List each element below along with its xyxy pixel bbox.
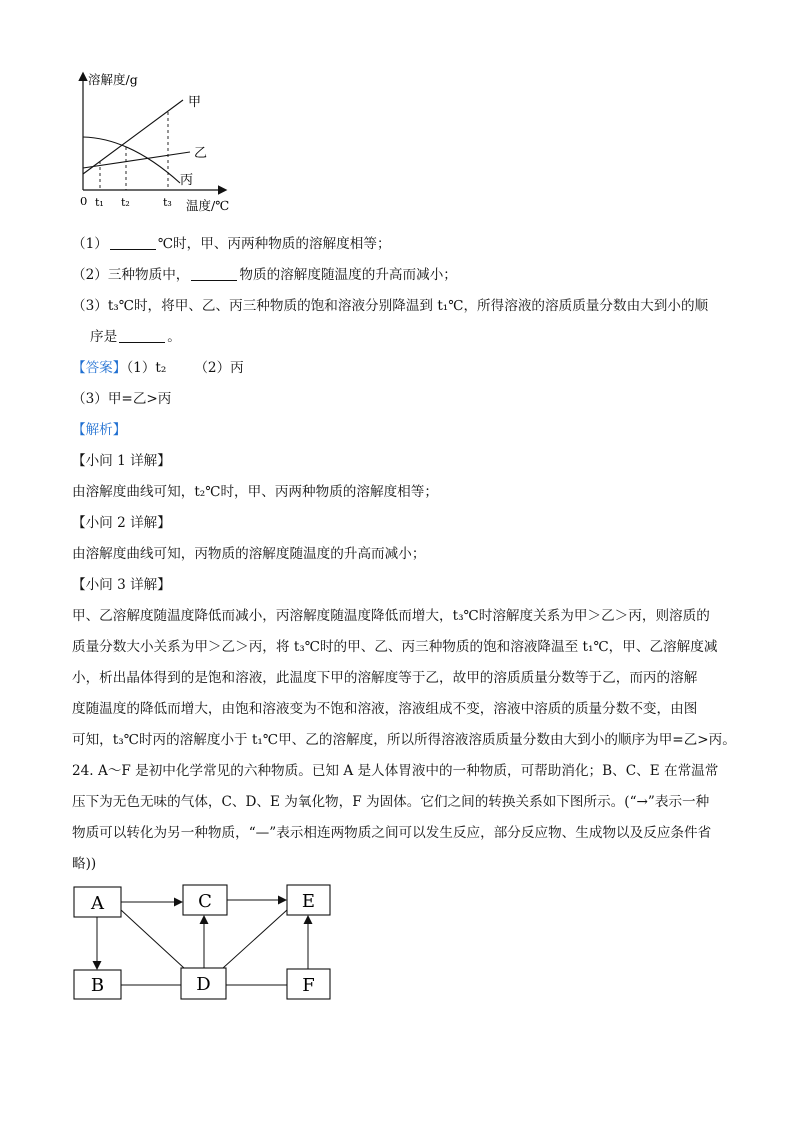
subquestion-3-line-3: 小，析出晶体得到的是饱和溶液，此温度下甲的溶解度等于乙，故甲的溶质质量分数等于乙，而丙的溶解 (72, 670, 698, 686)
curve-yi (83, 152, 190, 168)
question-24-line-2: 压下为无色无味的气体，C、D、E 为氧化物，F 为固体。它们之间的转换关系如下图所示。(“→”表示一种 (72, 794, 710, 810)
node-f-label: F (302, 975, 315, 996)
node-a-label: A (91, 893, 104, 914)
relation-diagram (60, 870, 350, 1010)
answer-part-3: （3）甲=乙>丙 (72, 391, 172, 407)
question-3-line-1: （3）t₃℃时，将甲、乙、丙三种物质的饱和溶液分别降温到 t₁℃，所得溶液的溶质质量分数由大到小的顺 (72, 298, 709, 314)
question-24-line-4: 略)) (72, 856, 97, 872)
node-d-label: D (196, 974, 211, 995)
subquestion-2-title: 【小问 2 详解】 (72, 515, 171, 531)
node-e-label: E (301, 891, 316, 912)
subquestion-1-text: 由溶解度曲线可知，t₂℃时，甲、丙两种物质的溶解度相等； (72, 484, 438, 500)
answer-part-1: （1）t₂ (126, 360, 167, 376)
answer-part-2: （2）丙 (194, 360, 244, 376)
solubility-graph (60, 60, 260, 220)
tick-t1: t₁ (95, 196, 104, 209)
subquestion-2-text: 由溶解度曲线可知，丙物质的溶解度随温度的升高而减小； (72, 546, 426, 562)
curve-bing (83, 137, 180, 183)
x-axis-label: 温度/℃ (186, 198, 230, 213)
label-yi: 乙 (194, 146, 208, 161)
answer-tag: 【答案】 (72, 360, 127, 376)
link-a-d (121, 910, 184, 968)
subquestion-3-line-1: 甲、乙溶解度随温度降低而减小，丙溶解度随温度降低而增大，t₃℃时溶解度关系为甲＞乙＞丙，则溶质的 (72, 608, 710, 624)
subquestion-3-title: 【小问 3 详解】 (72, 577, 171, 593)
node-c-label: C (198, 891, 212, 912)
q3-suffix: 。 (167, 329, 181, 345)
q2-blank (191, 266, 237, 281)
q1-blank (110, 235, 156, 250)
q1-suffix: ℃时，甲、丙两种物质的溶解度相等； (157, 236, 391, 252)
link-d-e (223, 910, 287, 968)
q2-prefix: （2）三种物质中， (72, 267, 190, 283)
question-24-line-1: 24. A～F 是初中化学常见的六种物质。已知 A 是人体胃液中的一种物质，可帮助消化；B、C、E 在常温常 (72, 763, 719, 779)
question-2 (72, 265, 457, 285)
subquestion-3-line-2: 质量分数大小关系为甲＞乙＞丙，将 t₃℃时的甲、乙、丙三种物质的饱和溶液降温至 t₁℃，甲、乙溶解度减 (72, 639, 718, 655)
origin-label: 0 (80, 194, 88, 208)
subquestion-1-title: 【小问 1 详解】 (72, 453, 171, 469)
tick-t2: t₂ (121, 196, 130, 209)
question-3-line-2 (90, 327, 181, 347)
answer-line (72, 358, 244, 378)
subquestion-3-line-4: 度随温度的降低而增大，由饱和溶液变为不饱和溶液，溶液组成不变，溶液中溶质的质量分数不变，由图 (72, 701, 698, 717)
question-24-line-3: 物质可以转化为另一种物质，“—”表示相连两物质之间可以发生反应，部分反应物、生成物以及反应条件省 (72, 825, 712, 841)
q1-prefix: （1） (72, 236, 108, 252)
node-b-label: B (90, 975, 105, 996)
y-axis-label: 溶解度/g (88, 72, 138, 87)
subquestion-3-line-5: 可知，t₃℃时丙的溶解度小于 t₁℃甲、乙的溶解度，所以所得溶液溶质质量分数由大到小的顺序为甲=乙>丙。 (72, 732, 736, 748)
analysis-tag: 【解析】 (72, 422, 127, 438)
tick-t3: t₃ (163, 196, 172, 209)
question-1 (72, 234, 391, 254)
q2-suffix: 物质的溶解度随温度的升高而减小； (239, 267, 457, 283)
q3-blank (119, 328, 165, 343)
label-bing: 丙 (180, 173, 194, 188)
label-jia: 甲 (188, 95, 202, 110)
q3-prefix: 序是 (90, 329, 118, 345)
